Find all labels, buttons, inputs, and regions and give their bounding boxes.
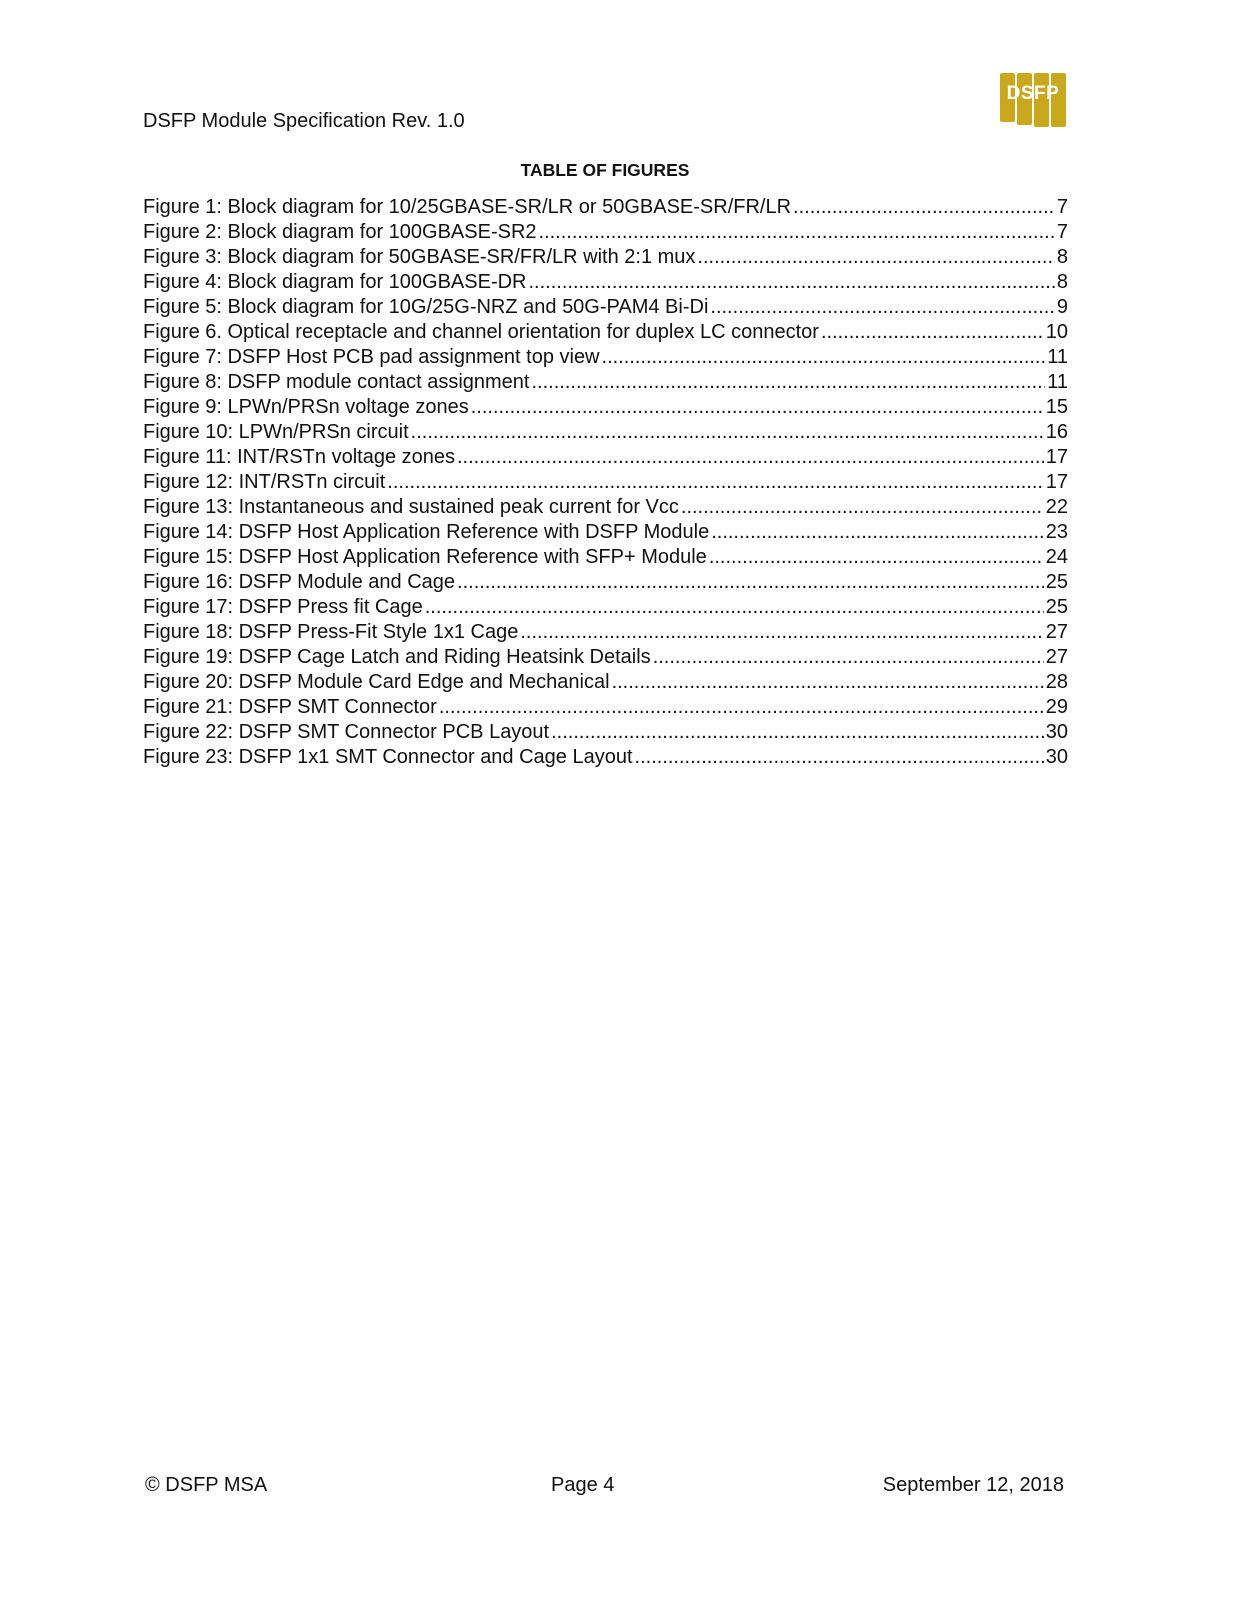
toc-entry-label: Figure 9: LPWn/PRSn voltage zones: [143, 396, 469, 418]
toc-entry-page: 10: [1045, 321, 1068, 343]
toc-dot-leader: [411, 420, 1044, 444]
footer-copyright: © DSFP MSA: [145, 1474, 268, 1496]
toc-entry-label: Figure 5: Block diagram for 10G/25G-NRZ and 50G-PAM4 Bi-Di: [143, 296, 709, 318]
toc-dot-leader: [709, 545, 1044, 569]
toc-entry-label: Figure 12: INT/RSTn circuit: [143, 471, 386, 493]
toc-entry-label: Figure 7: DSFP Host PCB pad assignment top view: [143, 346, 600, 368]
logo-text: DSFP: [1006, 83, 1060, 104]
toc-dot-leader: [457, 445, 1044, 469]
toc-entry[interactable]: [143, 444, 1068, 469]
toc-dot-leader: [529, 270, 1055, 294]
toc-dot-leader: [425, 595, 1044, 619]
toc-entry[interactable]: [143, 694, 1068, 719]
toc-entry[interactable]: [143, 369, 1068, 394]
toc-entry-page: 11: [1047, 346, 1068, 368]
toc-entry[interactable]: [143, 394, 1068, 419]
toc-entry-page: 15: [1045, 396, 1068, 418]
toc-entry-page: 8: [1056, 271, 1068, 293]
toc-dot-leader: [520, 620, 1043, 644]
toc-entry-label: Figure 21: DSFP SMT Connector: [143, 696, 437, 718]
toc-entry[interactable]: [143, 294, 1068, 319]
toc-entry-page: 30: [1045, 721, 1068, 743]
toc-dot-leader: [439, 695, 1044, 719]
toc-entry[interactable]: [143, 644, 1068, 669]
toc-entry-page: 30: [1045, 746, 1068, 768]
toc-entry[interactable]: [143, 269, 1068, 294]
toc-dot-leader: [539, 220, 1055, 244]
toc-entry-page: 24: [1045, 546, 1068, 568]
toc-entry-label: Figure 11: INT/RSTn voltage zones: [143, 446, 455, 468]
toc-heading: TABLE OF FIGURES: [520, 160, 690, 180]
table-of-figures: [143, 194, 1068, 769]
toc-entry-page: 17: [1045, 471, 1068, 493]
toc-entry-page: 17: [1045, 446, 1068, 468]
toc-entry[interactable]: [143, 219, 1068, 244]
toc-entry-page: 11: [1047, 371, 1068, 393]
toc-entry-page: 7: [1056, 196, 1068, 218]
toc-entry-page: 9: [1056, 296, 1068, 318]
toc-entry-page: 27: [1045, 646, 1068, 668]
toc-entry[interactable]: [143, 719, 1068, 744]
toc-dot-leader: [635, 745, 1044, 769]
toc-entry-label: Figure 23: DSFP 1x1 SMT Connector and Cage Layout: [143, 746, 633, 768]
toc-entry-page: 7: [1056, 221, 1068, 243]
toc-entry[interactable]: [143, 544, 1068, 569]
toc-dot-leader: [457, 570, 1044, 594]
toc-entry-label: Figure 1: Block diagram for 10/25GBASE-SR/LR or 50GBASE-SR/FR/LR: [143, 196, 792, 218]
toc-entry-label: Figure 22: DSFP SMT Connector PCB Layout: [143, 721, 550, 743]
toc-entry-page: 27: [1045, 621, 1068, 643]
toc-entry[interactable]: [143, 344, 1068, 369]
toc-entry-label: Figure 19: DSFP Cage Latch and Riding Heatsink Details: [143, 646, 651, 668]
toc-entry-label: Figure 6. Optical receptacle and channel orientation for duplex LC connector: [143, 321, 819, 343]
toc-entry[interactable]: [143, 469, 1068, 494]
toc-entry[interactable]: [143, 669, 1068, 694]
footer-page-number: Page 4: [551, 1474, 615, 1496]
toc-entry[interactable]: [143, 594, 1068, 619]
toc-dot-leader: [793, 195, 1055, 219]
toc-entry[interactable]: [143, 419, 1068, 444]
toc-entry-page: 8: [1056, 246, 1068, 268]
toc-entry-label: Figure 10: LPWn/PRSn circuit: [143, 421, 409, 443]
page-header-title: DSFP Module Specification Rev. 1.0: [143, 110, 465, 132]
toc-entry-label: Figure 16: DSFP Module and Cage: [143, 571, 456, 593]
toc-entry-label: Figure 20: DSFP Module Card Edge and Mechanical: [143, 671, 610, 693]
toc-entry-label: Figure 17: DSFP Press fit Cage: [143, 596, 423, 618]
toc-dot-leader: [653, 645, 1044, 669]
toc-dot-leader: [602, 345, 1046, 369]
toc-entry[interactable]: [143, 744, 1068, 769]
toc-entry-label: Figure 14: DSFP Host Application Reference with DSFP Module: [143, 521, 710, 543]
toc-dot-leader: [531, 370, 1045, 394]
toc-dot-leader: [821, 320, 1044, 344]
toc-entry[interactable]: [143, 519, 1068, 544]
toc-entry-label: Figure 8: DSFP module contact assignment: [143, 371, 530, 393]
toc-entry[interactable]: [143, 619, 1068, 644]
dsfp-logo: [1000, 73, 1066, 129]
toc-entry[interactable]: [143, 194, 1068, 219]
toc-dot-leader: [710, 295, 1054, 319]
toc-entry[interactable]: [143, 569, 1068, 594]
toc-entry-page: 16: [1045, 421, 1068, 443]
toc-entry-label: Figure 3: Block diagram for 50GBASE-SR/FR/LR with 2:1 mux: [143, 246, 696, 268]
toc-entry-page: 23: [1045, 521, 1068, 543]
toc-dot-leader: [697, 245, 1054, 269]
toc-entry[interactable]: [143, 244, 1068, 269]
toc-entry[interactable]: [143, 319, 1068, 344]
toc-dot-leader: [551, 720, 1044, 744]
toc-dot-leader: [681, 495, 1044, 519]
toc-entry-page: 22: [1045, 496, 1068, 518]
toc-entry-page: 25: [1045, 571, 1068, 593]
footer-date: September 12, 2018: [882, 1474, 1064, 1496]
toc-entry-label: Figure 2: Block diagram for 100GBASE-SR2: [143, 221, 537, 243]
toc-dot-leader: [711, 520, 1044, 544]
toc-entry[interactable]: [143, 494, 1068, 519]
toc-entry-page: 28: [1045, 671, 1068, 693]
toc-dot-leader: [387, 470, 1043, 494]
toc-dot-leader: [612, 670, 1044, 694]
toc-dot-leader: [471, 395, 1044, 419]
toc-entry-label: Figure 15: DSFP Host Application Reference with SFP+ Module: [143, 546, 707, 568]
toc-entry-label: Figure 4: Block diagram for 100GBASE-DR: [143, 271, 527, 293]
toc-entry-page: 25: [1045, 596, 1068, 618]
toc-entry-label: Figure 13: Instantaneous and sustained peak current for Vcc: [143, 496, 679, 518]
toc-entry-page: 29: [1045, 696, 1068, 718]
toc-entry-label: Figure 18: DSFP Press-Fit Style 1x1 Cage: [143, 621, 519, 643]
